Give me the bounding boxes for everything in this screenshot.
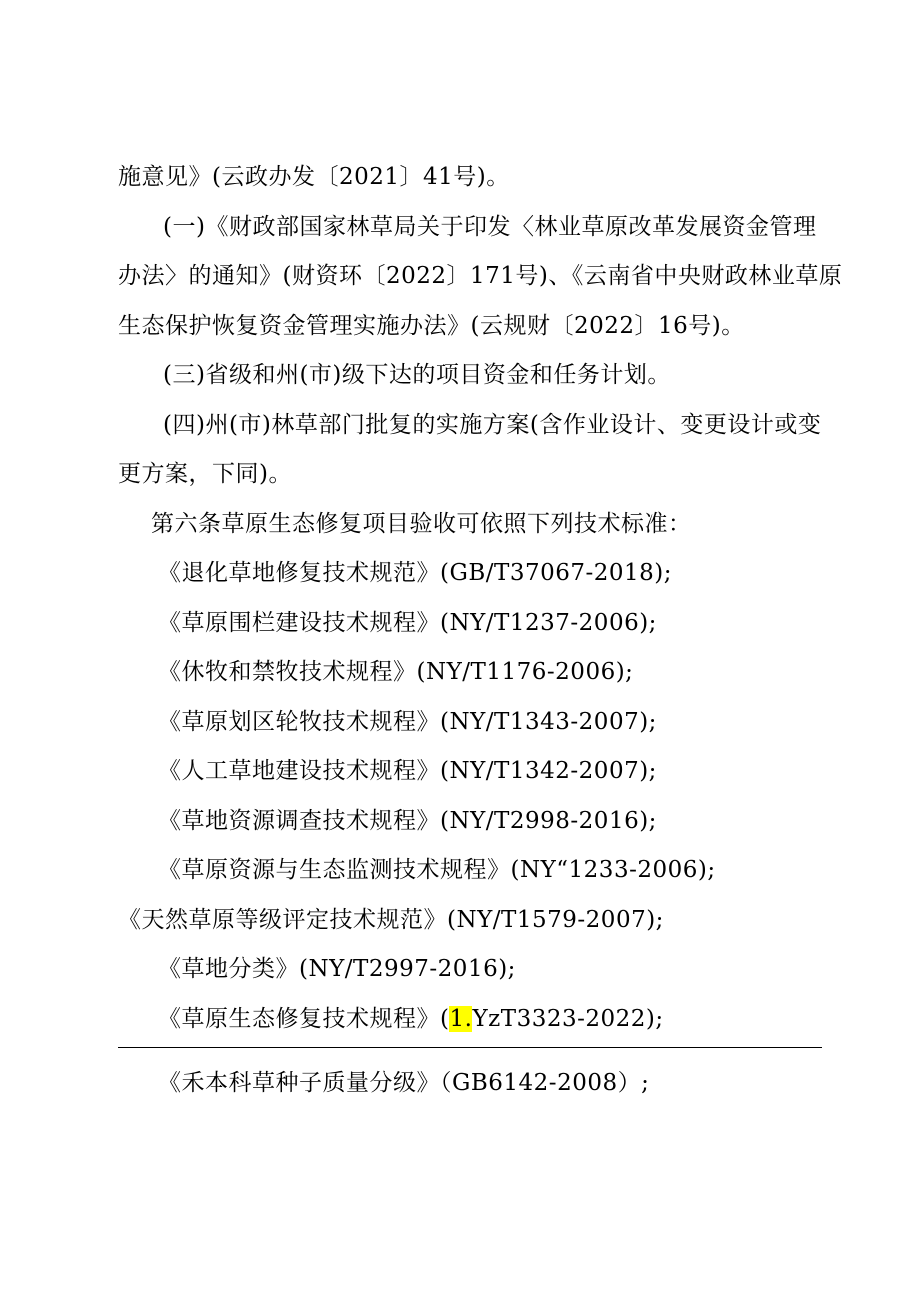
- text-line-5: (三)省级和州(市)级下达的项目资金和任务计划。: [163, 362, 671, 388]
- standard-item-2: 《草原围栏建设技术规程》(NY/T1237-2006);: [158, 610, 657, 636]
- standard-item-5: 《人工草地建设技术规程》(NY/T1342-2007);: [158, 758, 657, 784]
- standard-item-10-suffix: YzT3323-2022);: [472, 1006, 664, 1032]
- text-line-7: 更方案，下同)。: [118, 461, 292, 487]
- standard-item-11: 《禾本科草种子质量分级》（GB6142-2008）;: [158, 1070, 650, 1096]
- text-line-1: 施意见》(云政办发〔2021〕41号)。: [118, 164, 510, 190]
- standard-item-3: 《休牧和禁牧技术规程》(NY/T1176-2006);: [158, 659, 634, 685]
- highlighted-text: 1.: [449, 1006, 473, 1032]
- standard-item-7: 《草原资源与生态监测技术规程》(NY“1233-2006);: [158, 857, 716, 883]
- text-line-2: (一)《财政部国家林草局关于印发〈林业草原改革发展资金管理: [163, 214, 817, 240]
- standard-item-6: 《草地资源调查技术规程》(NY/T2998-2016);: [158, 808, 657, 834]
- standard-item-9: 《草地分类》(NY/T2997-2016);: [158, 956, 516, 982]
- standard-item-1: 《退化草地修复技术规范》(GB/T37067-2018);: [158, 560, 673, 586]
- text-line-4: 生态保护恢复资金管理实施办法》(云规财〔2022〕16号)。: [118, 313, 745, 339]
- standard-item-10: [158, 1004, 664, 1034]
- standard-item-4: 《草原划区轮牧技术规程》(NY/T1343-2007);: [158, 709, 657, 735]
- text-line-3: 办法〉的通知》(财资环〔2022〕171号)、《云南省中央财政林业草原: [118, 263, 843, 289]
- text-line-8: 第六条草原生态修复项目验收可依照下列技术标准：: [151, 511, 692, 537]
- page-divider: [118, 1047, 822, 1048]
- standard-item-8: 《天然草原等级评定技术规范》(NY/T1579-2007);: [118, 907, 664, 933]
- text-line-6: (四)州(市)林草部门批复的实施方案(含作业设计、变更设计或变: [163, 412, 822, 438]
- standard-item-10-prefix: 《草原生态修复技术规程》(: [158, 1006, 450, 1032]
